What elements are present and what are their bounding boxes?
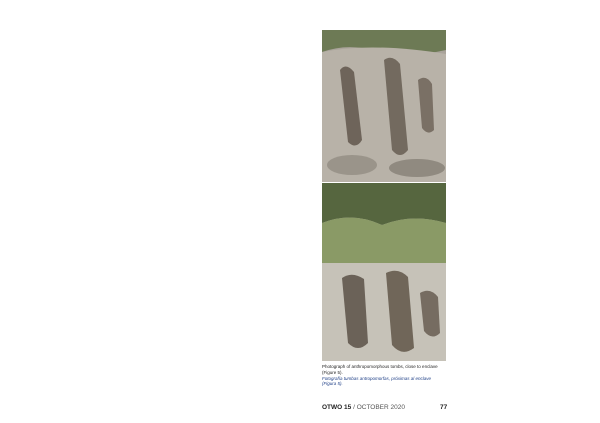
caption-english: Photograph of anthropomorphous tombs, close to enclave (Figure 5). bbox=[322, 364, 438, 375]
anthropomorphic-tombs-photo-top bbox=[322, 30, 446, 182]
magazine-name-right: OTWO 15 bbox=[322, 404, 352, 411]
figure-caption bbox=[322, 364, 446, 387]
footer-magazine-right bbox=[322, 404, 405, 411]
page-number-right: 77 bbox=[440, 404, 448, 411]
anthropomorphic-tombs-photo-bottom bbox=[322, 183, 446, 361]
caption-spanish: Fotografía tumbas antropomorfas, próximas al enclave (Figura 5). bbox=[322, 375, 432, 387]
issue-date-right: / OCTOBER 2020 bbox=[353, 404, 405, 411]
